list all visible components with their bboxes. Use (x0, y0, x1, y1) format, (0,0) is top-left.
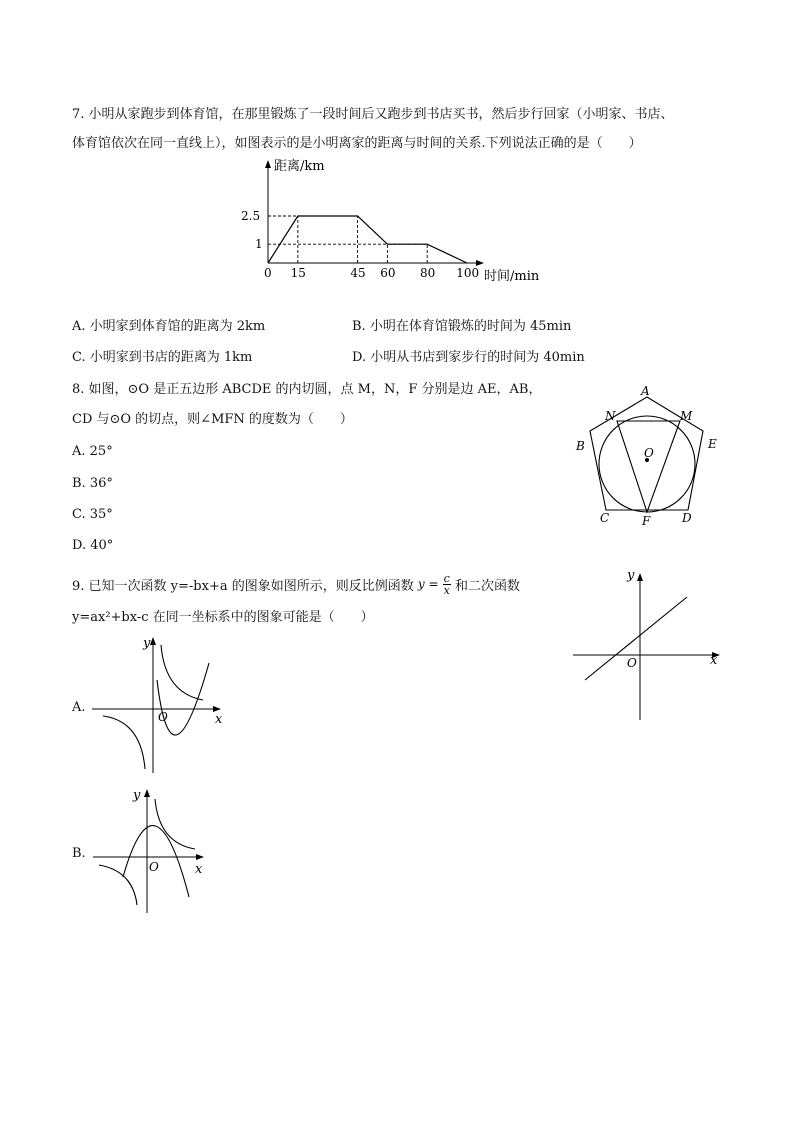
q7-option-b: B. 小明在体育馆锻炼的时间为 45min (352, 319, 572, 334)
q8-label-c: C (600, 511, 610, 525)
q7-x-tick-label: 80 (420, 266, 436, 280)
q8-triangle-mfn (617, 421, 680, 512)
q7-x-axis-label: 时间/min (484, 269, 540, 284)
q7-x-tick-label: 60 (380, 266, 396, 280)
svg-text:x: x (195, 862, 203, 877)
q9-option-b-hyperbola-lower (99, 865, 137, 905)
q9-option-a-hyperbola-upper (161, 645, 203, 700)
q9-formula-denominator: x (443, 584, 450, 597)
svg-text:O: O (158, 710, 168, 724)
q7-distance-time-chart (240, 150, 560, 285)
q8-label-n: N (605, 409, 616, 423)
q7-y-tick-label: 2.5 (241, 209, 261, 223)
q7-x-tick-label: 45 (350, 266, 366, 280)
q9-option-b-label: B. (72, 846, 86, 861)
svg-text:x: x (215, 712, 223, 727)
q7-option-a: A. 小明家到体育馆的距离为 2km (72, 319, 266, 334)
svg-text:y: y (133, 788, 141, 803)
q9-formula-numerator: c (443, 572, 450, 585)
q9-option-a-hyperbola-lower (103, 716, 145, 769)
q9-linear-origin-label: O (627, 656, 637, 670)
q8-label-e: E (708, 437, 717, 451)
q9-option-b-graph (85, 785, 235, 920)
q7-stem-line1: 7. 小明从家跑步到体育馆，在那里锻炼了一段时间后又跑步到书店买书，然后步行回家（小明家、书店、 (72, 107, 674, 122)
q9-formula-y: y = (417, 577, 439, 591)
q8-label-a: A (641, 384, 650, 398)
q8-pentagon-figure (570, 380, 730, 530)
svg-text:y: y (143, 636, 151, 651)
q7-option-c: C. 小明家到书店的距离为 1km (72, 350, 253, 365)
q9-option-a-label: A. (72, 700, 86, 715)
q8-stem-line2: CD 与⊙O 的切点，则∠MFN 的度数为（ ） (72, 412, 353, 427)
q8-stem-line1: 8. 如图，⊙O 是正五边形 ABCDE 的内切圆，点 M，N，F 分别是边 AE，AB， (72, 382, 542, 397)
q9-stem-text: 9. 已知一次函数 y=-bx+a 的图象如图所示，则反比例函数 (72, 579, 414, 594)
q8-label-f: F (642, 514, 651, 528)
q9-linear-x-label: x (710, 653, 718, 668)
q8-label-d: D (682, 511, 692, 525)
q9-stem-line1 (72, 572, 520, 598)
q7-origin-label: 0 (264, 266, 272, 280)
q9-stem-end: 和二次函数 (454, 579, 520, 594)
q9-formula (418, 573, 451, 596)
q8-option-a: A. 25° (72, 444, 113, 459)
q8-option-d: D. 40° (72, 538, 114, 553)
q8-label-m: M (680, 409, 693, 423)
q7-y-tick-label: 1 (255, 237, 263, 252)
q7-x-tick-label: 100 (456, 266, 480, 280)
q8-label-b: B (576, 439, 585, 453)
q9-option-b-hyperbola-upper (155, 799, 195, 849)
q8-option-c: C. 35° (72, 507, 113, 522)
q9-option-a-parabola (157, 663, 209, 735)
q9-stem-line2: y=ax²+bx-c 在同一坐标系中的图象可能是（ ） (72, 610, 374, 625)
q9-linear-graph (570, 565, 730, 725)
q8-label-o: O (644, 446, 654, 460)
q7-stem-line2: 体育馆依次在同一直线上），如图表示的是小明离家的距离与时间的关系.下列说法正确的是（ ） (72, 136, 642, 151)
q7-y-axis-arrow (265, 160, 271, 168)
svg-text:O: O (149, 860, 159, 874)
q9-linear-y-label: y (627, 568, 635, 583)
q8-option-b: B. 36° (72, 476, 113, 491)
q9-option-a-graph (85, 633, 235, 778)
q8-incircle (599, 416, 695, 512)
q7-y-axis-label: 距离/km (274, 159, 325, 174)
q7-option-d: D. 小明从书店到家步行的时间为 40min (352, 350, 585, 365)
q7-x-tick-label: 15 (290, 266, 306, 280)
